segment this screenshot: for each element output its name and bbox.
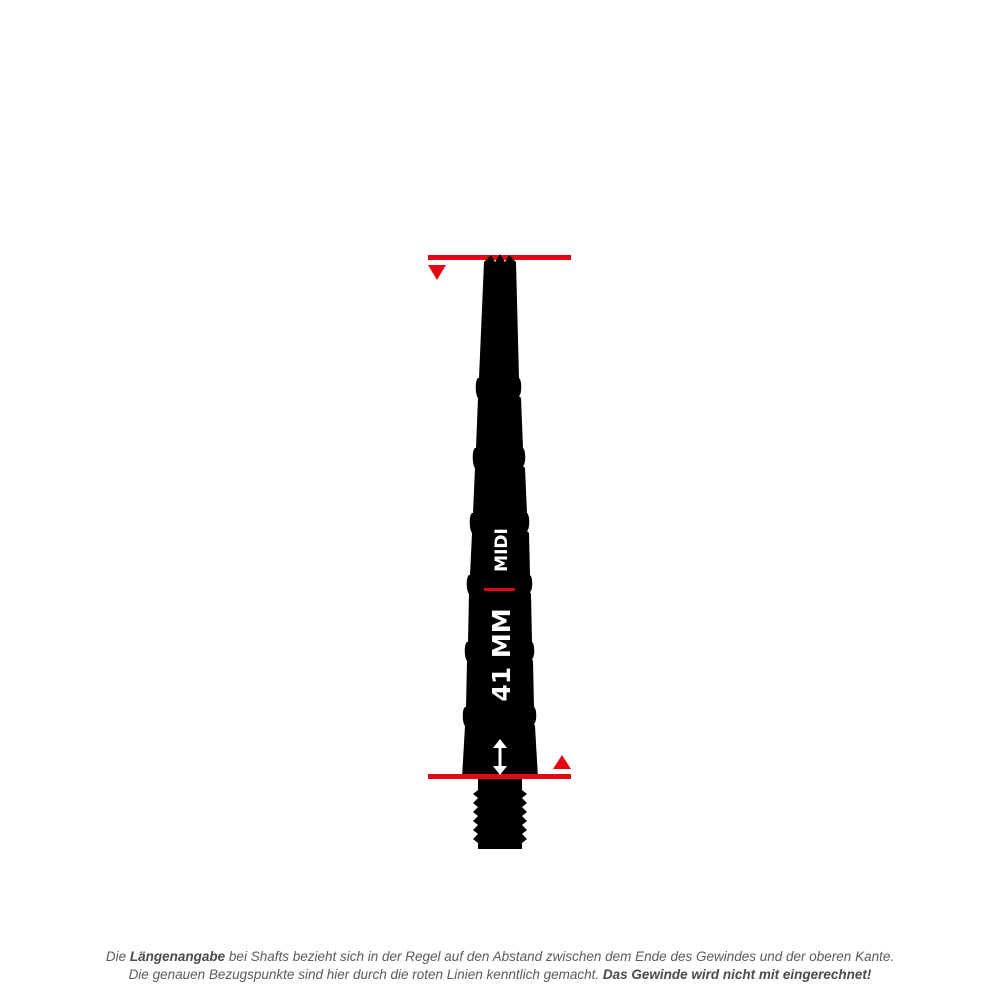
caption-line-1-prefix: Die bbox=[105, 949, 130, 964]
shaft-thread bbox=[473, 778, 527, 849]
caption-line-1 bbox=[0, 947, 1000, 967]
caption-line-1-suffix: bei Shafts bezieht sich in der Regel auf den Abstand zwischen dem Ende des Gewindes und der oberen Kante. bbox=[225, 949, 895, 964]
caption-line-1-bold: Längenangabe bbox=[129, 949, 226, 964]
midi-label: MIDI bbox=[492, 528, 512, 572]
red-separator-mark bbox=[484, 588, 515, 591]
caption-line-2-bold: Das Gewinde wird nicht mit eingerechnet! bbox=[602, 967, 872, 982]
up-triangle-icon bbox=[553, 755, 571, 769]
length-label: 41 MM bbox=[487, 608, 516, 702]
down-triangle-icon bbox=[428, 265, 446, 280]
caption-line-2 bbox=[0, 965, 1000, 985]
bottom-measure-line bbox=[428, 774, 571, 779]
caption-line-2-prefix: Die genauen Bezugspunkte sind hier durch die roten Linien kenntlich gemacht. bbox=[128, 967, 603, 982]
